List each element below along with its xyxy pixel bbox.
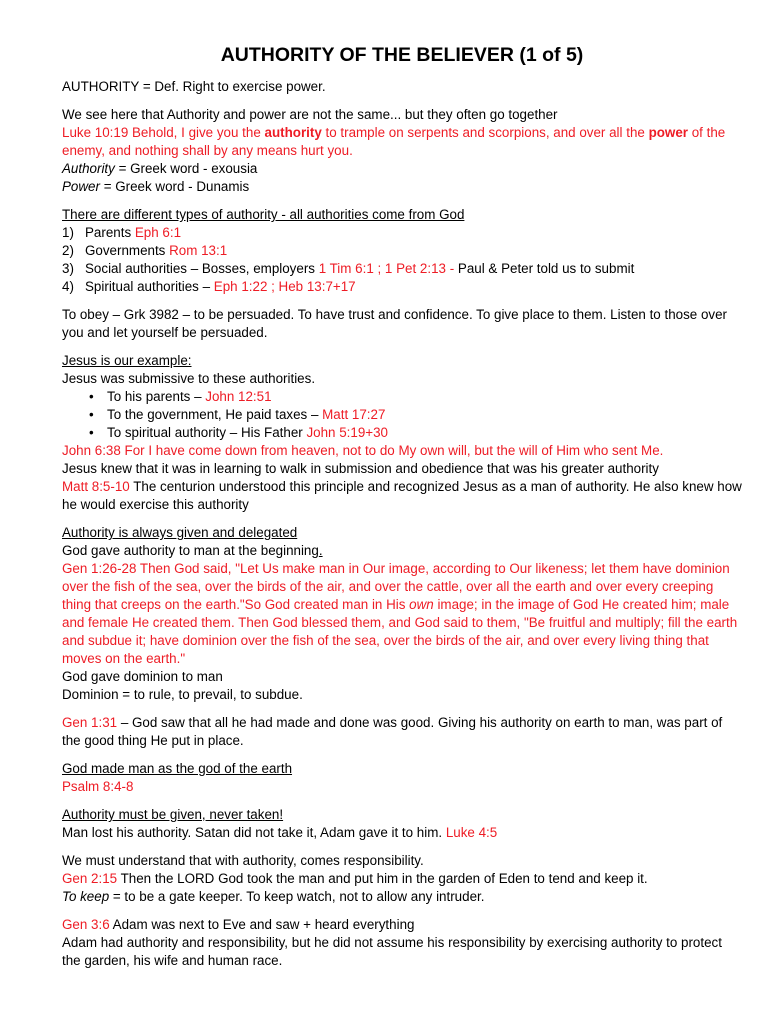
dominion-line: God gave dominion to man — [62, 669, 223, 684]
luke-10-19-verse: Luke 10:19 Behold, I give you the authority to trample on serpents and scorpions, and over all the power of the enemy, and nothing shall by any means hurt you. — [62, 125, 726, 158]
spacer — [62, 704, 742, 714]
spacer — [62, 296, 742, 306]
authority-greek-line: Authority = Greek word - exousia — [62, 161, 258, 176]
god-gave-authority-line: God gave authority to man at the beginning. — [62, 543, 323, 558]
jesus-knew-line: Jesus knew that it was in learning to walk in submission and obedience that was his greater authority — [62, 461, 659, 476]
adam-responsibility-paragraph: Adam had authority and responsibility, but he did not assume his responsibility by exercising authority to protect the garden, his wife and human race. — [62, 935, 722, 968]
dominion-definition: Dominion = to rule, to prevail, to subdue. — [62, 687, 303, 702]
genesis-1-31-paragraph: Gen 1:31 – God saw that all he had made and done was good. Giving his authority on earth to man, was part of the good thing He put in place. — [62, 715, 723, 748]
type-item-parents: 1) Parents Eph 6:1 — [62, 225, 182, 240]
spacer — [62, 796, 742, 806]
spacer — [62, 514, 742, 524]
jesus-example-heading: Jesus is our example: — [62, 353, 192, 368]
spacer — [62, 750, 742, 760]
type-item-governments: 2) Governments Rom 13:1 — [62, 243, 228, 258]
list-item: • To the government, He paid taxes – Matt 17:27 — [89, 407, 386, 422]
list-item: • To his parents – John 12:51 — [89, 389, 272, 404]
spacer — [62, 842, 742, 852]
genesis-1-26-verse: Gen 1:26-28 Then God said, "Let Us make man in Our image, according to Our likeness; let them have dominion over the fish of the sea, over the birds of the air, and over the cattle, over all the earth and over every creeping thing that creeps on the earth."So God created man in His own image; in the image of God He created him; male and female He created them. Then God blessed them, and God said to them, "Be fruitful and multiply; fill the earth and subdue it; have dominion over the fish of the sea, over the birds of the air, and over every living thing that moves on the earth." — [62, 561, 738, 666]
type-item-social: 3) Social authorities – Bosses, employers 1 Tim 6:1 ; 1 Pet 2:13 - Paul & Peter told us to submit — [62, 261, 635, 276]
spacer — [62, 96, 742, 106]
types-heading: There are different types of authority - all authorities come from God — [62, 207, 465, 222]
authority-power-line: We see here that Authority and power are not the same... but they often go together — [62, 107, 558, 122]
type-item-spiritual: 4) Spiritual authorities – Eph 1:22 ; Heb 13:7+17 — [62, 279, 356, 294]
to-keep-line: To keep = to be a gate keeper. To keep watch, not to allow any intruder. — [62, 889, 485, 904]
jesus-submissive-line: Jesus was submissive to these authorities. — [62, 371, 316, 386]
genesis-3-6-line: Gen 3:6 Adam was next to Eve and saw + heard everything — [62, 917, 415, 932]
spacer — [62, 342, 742, 352]
obey-paragraph: To obey – Grk 3982 – to be persuaded. To have trust and confidence. To give place to them. Listen to those over you and let yourself be persuaded. — [62, 307, 727, 340]
definition-line: AUTHORITY = Def. Right to exercise power. — [62, 79, 326, 94]
spacer — [62, 196, 742, 206]
john-6-38-verse: John 6:38 For I have come down from heaven, not to do My own will, but the will of Him who sent Me. — [62, 443, 664, 458]
power-greek-line: Power = Greek word - Dunamis — [62, 179, 250, 194]
never-taken-heading: Authority must be given, never taken! — [62, 807, 284, 822]
man-lost-authority-line: Man lost his authority. Satan did not take it, Adam gave it to him. Luke 4:5 — [62, 825, 498, 840]
psalm-8-reference: Psalm 8:4-8 — [62, 779, 134, 794]
spacer — [62, 906, 742, 916]
page-title: AUTHORITY OF THE BELIEVER (1 of 5) — [220, 44, 584, 66]
god-of-earth-heading: God made man as the god of the earth — [62, 761, 293, 776]
given-delegated-heading: Authority is always given and delegated — [62, 525, 298, 540]
genesis-2-15-line: Gen 2:15 Then the LORD God took the man and put him in the garden of Eden to tend and keep it. — [62, 871, 648, 886]
list-item: • To spiritual authority – His Father John 5:19+30 — [89, 425, 388, 440]
centurion-paragraph: Matt 8:5-10 The centurion understood this principle and recognized Jesus as a man of authority. He also knew how he would exercise this authority — [62, 479, 742, 512]
responsibility-line: We must understand that with authority, comes responsibility. — [62, 853, 424, 868]
